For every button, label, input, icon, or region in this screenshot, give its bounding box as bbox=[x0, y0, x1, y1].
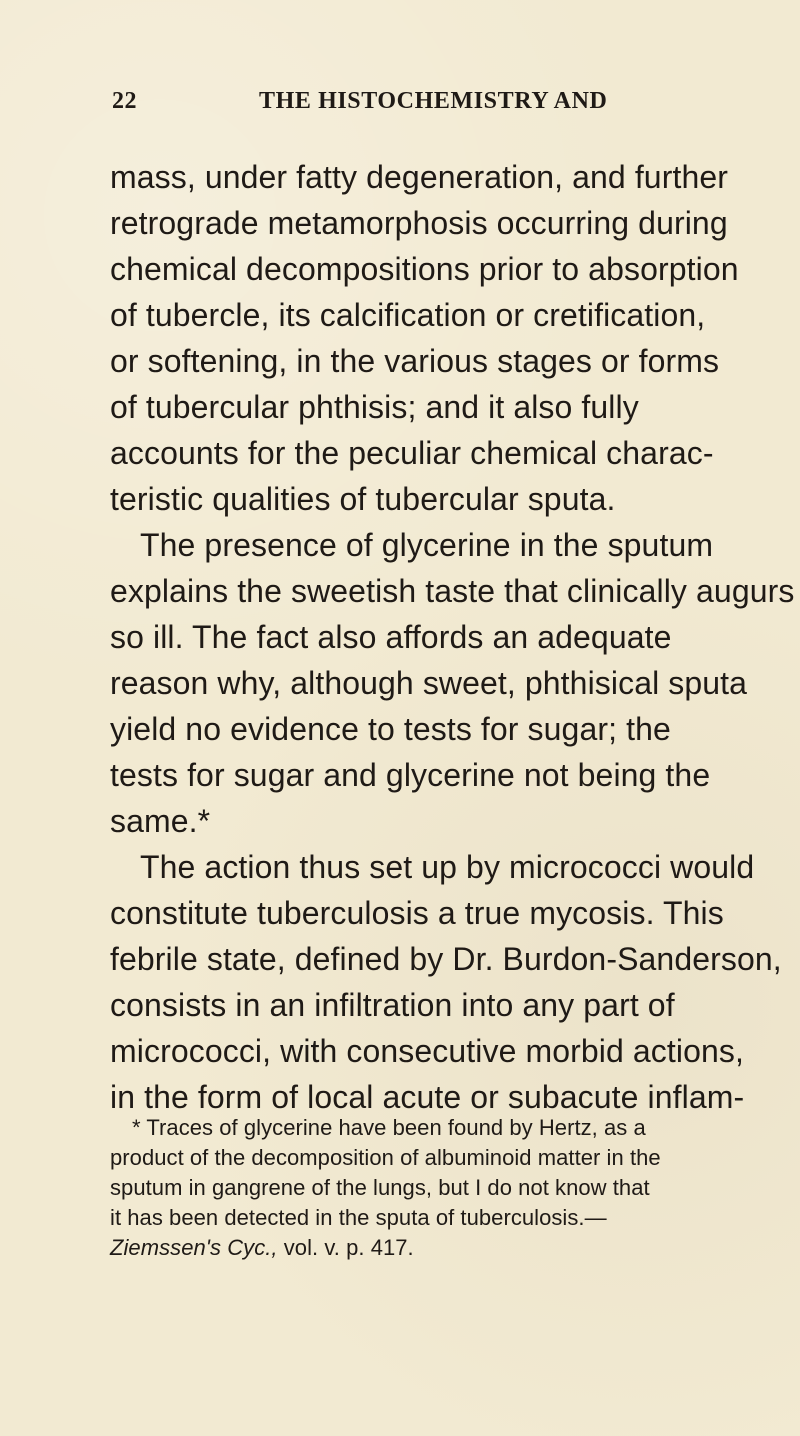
footnote-line: it has been detected in the sputa of tuberculosis.— bbox=[110, 1205, 607, 1230]
page-header bbox=[112, 88, 692, 128]
body-line: in the form of local acute or subacute inflam- bbox=[110, 1079, 745, 1115]
body-line: of tubercle, its calcification or cretification, bbox=[110, 297, 706, 333]
body-line: accounts for the peculiar chemical charac- bbox=[110, 435, 714, 471]
running-head: THE HISTOCHEMISTRY AND bbox=[259, 88, 608, 114]
body-line: mass, under fatty degeneration, and further bbox=[110, 159, 729, 195]
citation-reference: vol. v. p. 417. bbox=[277, 1235, 414, 1260]
paragraph-start-line: The action thus set up by micrococci would bbox=[140, 849, 755, 885]
footnote-line: sputum in gangrene of the lungs, but I do not know that bbox=[110, 1175, 650, 1200]
body-line: reason why, although sweet, phthisical sputa bbox=[110, 665, 748, 701]
page-number: 22 bbox=[112, 88, 137, 114]
footnote-line: * Traces of glycerine have been found by Hertz, as a bbox=[132, 1115, 646, 1140]
body-line: micrococci, with consecutive morbid actions, bbox=[110, 1033, 744, 1069]
body-line: so ill. The fact also affords an adequate bbox=[110, 619, 672, 655]
body-line: consists in an infiltration into any part of bbox=[110, 987, 675, 1023]
body-line: tests for sugar and glycerine not being the bbox=[110, 757, 711, 793]
body-line: of tubercular phthisis; and it also fully bbox=[110, 389, 639, 425]
footnote-line: product of the decomposition of albuminoid matter in the bbox=[110, 1145, 661, 1170]
body-line: constitute tuberculosis a true mycosis. This bbox=[110, 895, 724, 931]
body-line: retrograde metamorphosis occurring during bbox=[110, 205, 728, 241]
body-line: febrile state, defined by Dr. Burdon-Sanderson, bbox=[110, 941, 782, 977]
body-line: or softening, in the various stages or forms bbox=[110, 343, 720, 379]
body-line: yield no evidence to tests for sugar; the bbox=[110, 711, 671, 747]
body-line: explains the sweetish taste that clinically augurs bbox=[110, 573, 795, 609]
body-line: teristic qualities of tubercular sputa. bbox=[110, 481, 616, 517]
body-line: chemical decompositions prior to absorption bbox=[110, 251, 739, 287]
paragraph-start-line: The presence of glycerine in the sputum bbox=[140, 527, 714, 563]
body-line: same.* bbox=[110, 803, 211, 839]
footnote-citation bbox=[110, 1234, 414, 1262]
citation-work-title: Ziemssen's Cyc., bbox=[110, 1235, 278, 1260]
